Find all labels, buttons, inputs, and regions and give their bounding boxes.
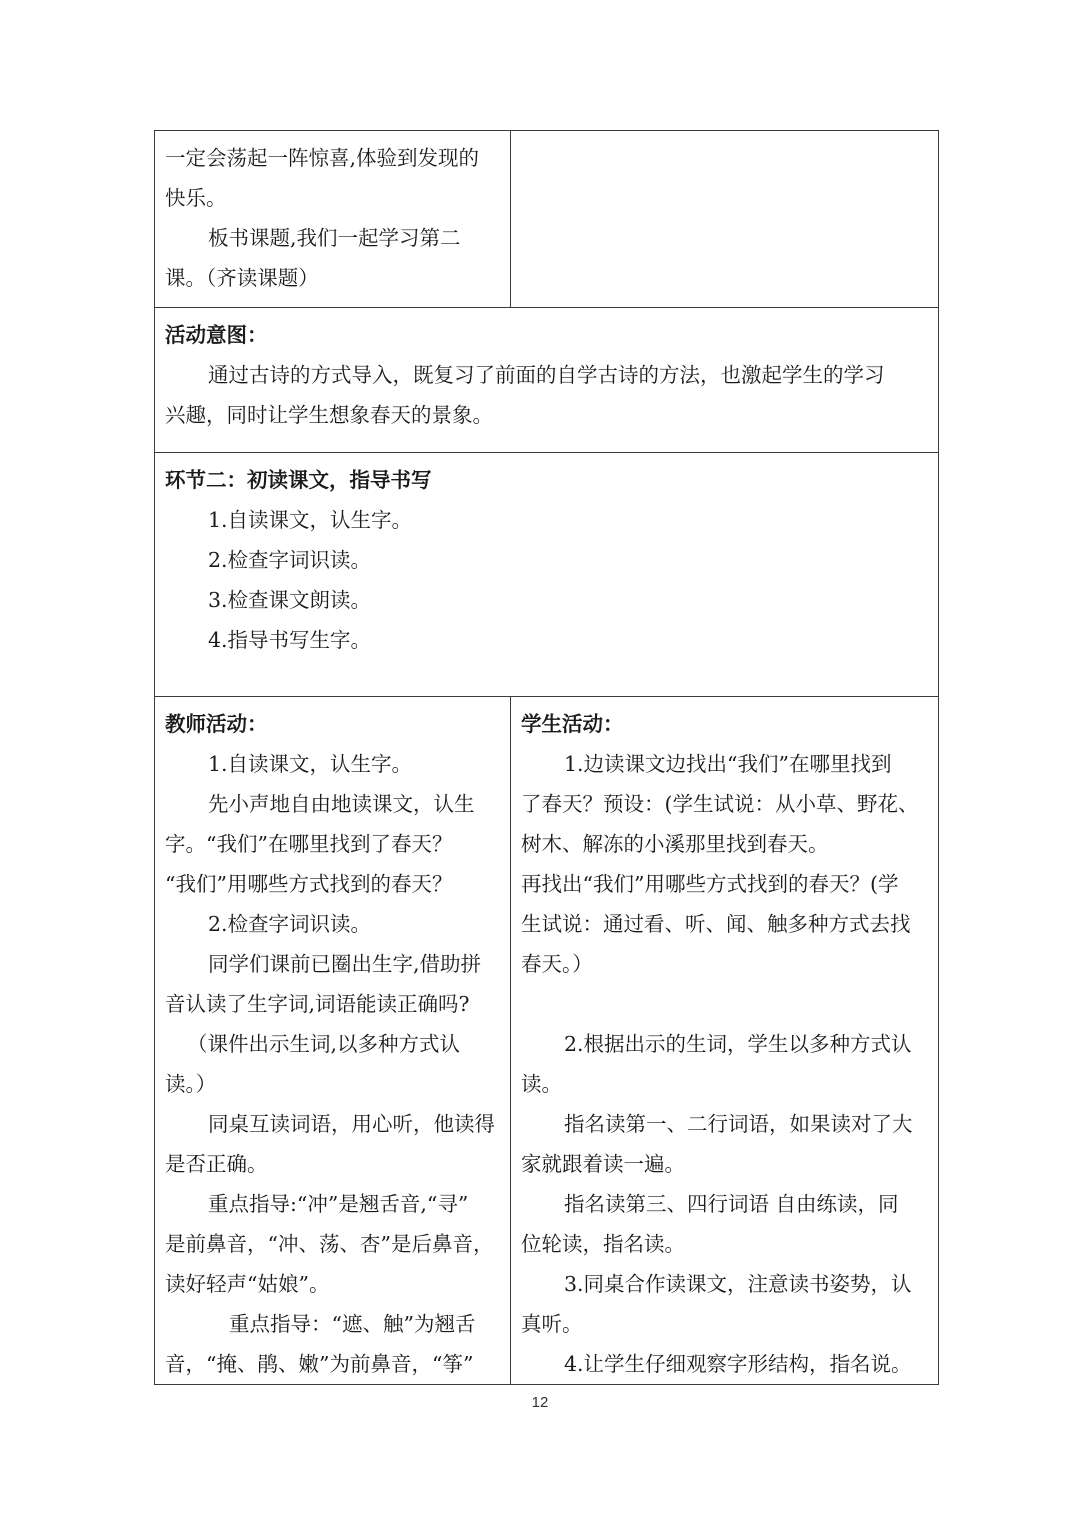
student-line: 树木、解冻的小溪那里找到春天。 <box>521 832 829 856</box>
section2-item-4: 4.指导书写生字。 <box>208 628 372 652</box>
teacher-line: 是否正确。 <box>165 1152 268 1176</box>
student-line: 再找出“我们”用哪些方式找到的春天？(学 <box>521 872 899 896</box>
activity-intent-line-1: 通过古诗的方式导入，既复习了前面的自学古诗的方法，也激起学生的学习 <box>208 363 885 387</box>
intro-continuation-row <box>155 131 939 308</box>
student-line: 4.让学生仔细观察字形结构，指名说。 <box>564 1352 912 1376</box>
activities-row <box>155 697 939 1385</box>
student-line: 春天。） <box>521 952 593 976</box>
teacher-line: 读好轻声“姑娘”。 <box>165 1272 330 1296</box>
activity-intent-line-2: 兴趣，同时让学生想象春天的景象。 <box>165 403 493 427</box>
student-line: 读。 <box>521 1072 562 1096</box>
intro-left-cell <box>155 131 511 308</box>
student-line: 生试说：通过看、听、闻、触多种方式去找 <box>521 912 911 936</box>
teacher-line: （课件出示生词,以多种方式认 <box>187 1032 461 1056</box>
intro-line-2: 快乐。 <box>165 186 227 210</box>
activity-intent-heading: 活动意图： <box>165 323 268 347</box>
student-line: 家就跟着读一遍。 <box>521 1152 685 1176</box>
teacher-line: “我们”用哪些方式找到的春天？ <box>165 872 453 896</box>
student-line-blank <box>521 984 928 1024</box>
student-line: 位轮读，指名读。 <box>521 1232 685 1256</box>
student-line: 真听。 <box>521 1312 583 1336</box>
activity-intent-row <box>155 308 939 453</box>
intro-line-3: 板书课题,我们一起学习第二 <box>208 226 461 250</box>
teacher-line: 同学们课前已圈出生字,借助拼 <box>208 952 482 976</box>
teacher-line: 音认读了生字词,词语能读正确吗? <box>165 992 470 1016</box>
teacher-line: 音，“掩、鹃、嫩”为前鼻音，“筝” <box>165 1352 474 1376</box>
page-number: 12 <box>531 1394 549 1411</box>
teacher-line: 是前鼻音，“冲、荡、杏”是后鼻音， <box>165 1232 494 1256</box>
teacher-line: 先小声地自由地读课文，认生 <box>208 792 475 816</box>
student-line: 1.边读课文边找出“我们”在哪里找到 <box>564 752 892 776</box>
student-line: 指名读第三、四行词语 自由练读，同 <box>564 1192 899 1216</box>
section2-item-2: 2.检查字词识读。 <box>208 548 372 572</box>
student-line: 2.根据出示的生词，学生以多种方式认 <box>564 1032 912 1056</box>
teacher-line: 重点指导:“冲”是翘舌音,“寻” <box>208 1192 469 1216</box>
student-line: 指名读第一、二行词语，如果读对了大 <box>564 1112 913 1136</box>
teacher-line: 字。“我们”在哪里找到了春天？ <box>165 832 453 856</box>
section2-cell <box>155 453 939 697</box>
intro-right-cell <box>511 131 939 308</box>
section2-row <box>155 453 939 697</box>
intro-line-1: 一定会荡起一阵惊喜,体验到发现的 <box>165 146 480 170</box>
activity-intent-cell <box>155 308 939 453</box>
student-line: 了春天？预设：(学生试说：从小草、野花、 <box>521 792 919 816</box>
lesson-plan-table <box>154 130 939 1385</box>
teacher-activity-cell <box>155 697 511 1385</box>
student-activity-heading: 学生活动： <box>521 712 624 736</box>
teacher-activity-heading: 教师活动： <box>165 712 268 736</box>
student-activity-cell <box>511 697 939 1385</box>
teacher-line: 同桌互读词语，用心听，他读得 <box>208 1112 495 1136</box>
teacher-line: 2.检查字词识读。 <box>208 912 372 936</box>
intro-line-4: 课。（齐读课题） <box>165 266 319 290</box>
section2-item-1: 1.自读课文，认生字。 <box>208 508 413 532</box>
teacher-line: 读。） <box>165 1072 217 1096</box>
teacher-line: 1.自读课文，认生字。 <box>208 752 413 776</box>
teacher-line: 重点指导：“遮、触”为翘舌 <box>229 1312 476 1336</box>
section2-item-3: 3.检查课文朗读。 <box>208 588 372 612</box>
student-line: 3.同桌合作读课文，注意读书姿势，认 <box>564 1272 912 1296</box>
section2-heading: 环节二：初读课文，指导书写 <box>165 468 432 492</box>
